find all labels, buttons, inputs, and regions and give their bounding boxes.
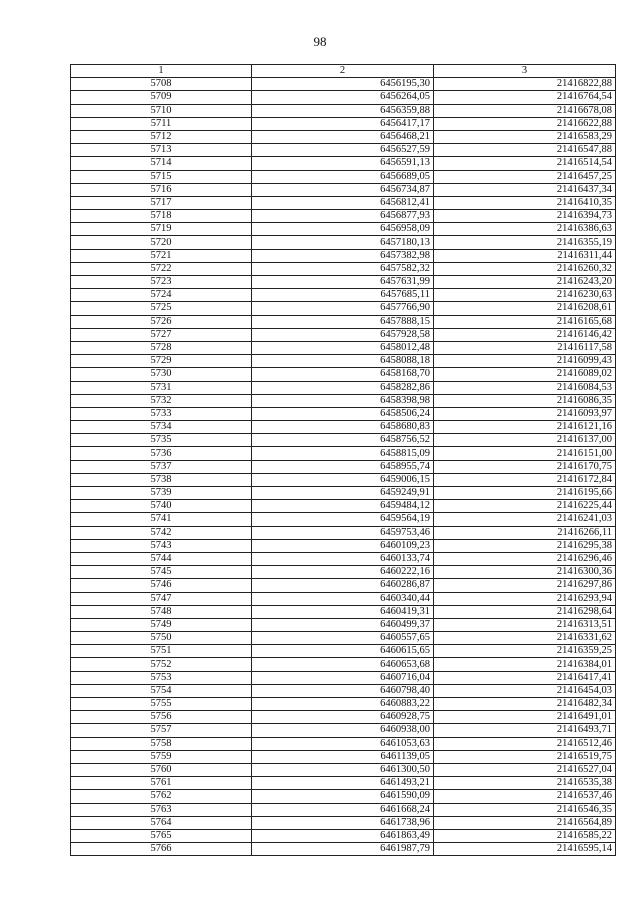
x-coordinate-cell: 6460653,68 bbox=[252, 658, 434, 671]
table-row bbox=[71, 328, 616, 341]
point-number-cell: 5716 bbox=[71, 183, 252, 196]
point-number-cell: 5730 bbox=[71, 368, 252, 381]
x-coordinate-cell: 6456591,13 bbox=[252, 157, 434, 170]
y-coordinate-cell: 21416260,32 bbox=[434, 262, 616, 275]
point-number-cell: 5715 bbox=[71, 170, 252, 183]
y-coordinate-cell: 21416417,41 bbox=[434, 671, 616, 684]
x-coordinate-cell: 6456264,05 bbox=[252, 91, 434, 104]
x-coordinate-cell: 6456195,30 bbox=[252, 78, 434, 91]
y-coordinate-cell: 21416084,53 bbox=[434, 381, 616, 394]
x-coordinate-cell: 6457766,90 bbox=[252, 302, 434, 315]
coordinates-table bbox=[70, 64, 616, 856]
x-coordinate-cell: 6458815,09 bbox=[252, 447, 434, 460]
point-number-cell: 5727 bbox=[71, 328, 252, 341]
y-coordinate-cell: 21416595,14 bbox=[434, 843, 616, 856]
point-number-cell: 5765 bbox=[71, 829, 252, 842]
point-number-cell: 5756 bbox=[71, 711, 252, 724]
y-coordinate-cell: 21416311,44 bbox=[434, 249, 616, 262]
x-coordinate-cell: 6456812,41 bbox=[252, 196, 434, 209]
table-row bbox=[71, 579, 616, 592]
x-coordinate-cell: 6459006,15 bbox=[252, 473, 434, 486]
table-row bbox=[71, 658, 616, 671]
table-row bbox=[71, 381, 616, 394]
table-row bbox=[71, 592, 616, 605]
point-number-cell: 5718 bbox=[71, 210, 252, 223]
y-coordinate-cell: 21416296,46 bbox=[434, 552, 616, 565]
table-row bbox=[71, 724, 616, 737]
point-number-cell: 5754 bbox=[71, 684, 252, 697]
point-number-cell: 5759 bbox=[71, 750, 252, 763]
point-number-cell: 5736 bbox=[71, 447, 252, 460]
point-number-cell: 5708 bbox=[71, 78, 252, 91]
point-number-cell: 5762 bbox=[71, 790, 252, 803]
x-coordinate-cell: 6460798,40 bbox=[252, 684, 434, 697]
x-coordinate-cell: 6458282,86 bbox=[252, 381, 434, 394]
point-number-cell: 5766 bbox=[71, 843, 252, 856]
point-number-cell: 5760 bbox=[71, 763, 252, 776]
x-coordinate-cell: 6456734,87 bbox=[252, 183, 434, 196]
point-number-cell: 5729 bbox=[71, 355, 252, 368]
point-number-cell: 5737 bbox=[71, 460, 252, 473]
y-coordinate-cell: 21416622,88 bbox=[434, 117, 616, 130]
y-coordinate-cell: 21416172,84 bbox=[434, 473, 616, 486]
table-row bbox=[71, 130, 616, 143]
x-coordinate-cell: 6460883,22 bbox=[252, 698, 434, 711]
table-row bbox=[71, 144, 616, 157]
x-coordinate-cell: 6457928,58 bbox=[252, 328, 434, 341]
y-coordinate-cell: 21416359,25 bbox=[434, 645, 616, 658]
table-row bbox=[71, 276, 616, 289]
y-coordinate-cell: 21416117,58 bbox=[434, 341, 616, 354]
table-row bbox=[71, 671, 616, 684]
point-number-cell: 5723 bbox=[71, 276, 252, 289]
x-coordinate-cell: 6461668,24 bbox=[252, 803, 434, 816]
y-coordinate-cell: 21416355,19 bbox=[434, 236, 616, 249]
table-row bbox=[71, 684, 616, 697]
point-number-cell: 5755 bbox=[71, 698, 252, 711]
x-coordinate-cell: 6457685,11 bbox=[252, 289, 434, 302]
x-coordinate-cell: 6459249,91 bbox=[252, 487, 434, 500]
header-cell: 1 bbox=[71, 65, 252, 78]
point-number-cell: 5720 bbox=[71, 236, 252, 249]
table-row bbox=[71, 803, 616, 816]
header-cell: 3 bbox=[434, 65, 616, 78]
point-number-cell: 5752 bbox=[71, 658, 252, 671]
point-number-cell: 5741 bbox=[71, 513, 252, 526]
x-coordinate-cell: 6461590,09 bbox=[252, 790, 434, 803]
y-coordinate-cell: 21416386,63 bbox=[434, 223, 616, 236]
table-row bbox=[71, 236, 616, 249]
table-row bbox=[71, 711, 616, 724]
x-coordinate-cell: 6461738,96 bbox=[252, 816, 434, 829]
table-row bbox=[71, 315, 616, 328]
point-number-cell: 5714 bbox=[71, 157, 252, 170]
table-row bbox=[71, 843, 616, 856]
x-coordinate-cell: 6460938,00 bbox=[252, 724, 434, 737]
y-coordinate-cell: 21416384,01 bbox=[434, 658, 616, 671]
table-row bbox=[71, 618, 616, 631]
y-coordinate-cell: 21416764,54 bbox=[434, 91, 616, 104]
y-coordinate-cell: 21416121,16 bbox=[434, 421, 616, 434]
x-coordinate-cell: 6458088,18 bbox=[252, 355, 434, 368]
x-coordinate-cell: 6460286,87 bbox=[252, 579, 434, 592]
y-coordinate-cell: 21416146,42 bbox=[434, 328, 616, 341]
x-coordinate-cell: 6457888,15 bbox=[252, 315, 434, 328]
point-number-cell: 5749 bbox=[71, 618, 252, 631]
table-row bbox=[71, 566, 616, 579]
point-number-cell: 5758 bbox=[71, 737, 252, 750]
point-number-cell: 5763 bbox=[71, 803, 252, 816]
table-row bbox=[71, 249, 616, 262]
point-number-cell: 5739 bbox=[71, 487, 252, 500]
table-row bbox=[71, 355, 616, 368]
y-coordinate-cell: 21416678,08 bbox=[434, 104, 616, 117]
table-row bbox=[71, 341, 616, 354]
table-row bbox=[71, 829, 616, 842]
y-coordinate-cell: 21416822,88 bbox=[434, 78, 616, 91]
x-coordinate-cell: 6461139,05 bbox=[252, 750, 434, 763]
table-row bbox=[71, 487, 616, 500]
table-row bbox=[71, 210, 616, 223]
point-number-cell: 5726 bbox=[71, 315, 252, 328]
y-coordinate-cell: 21416151,00 bbox=[434, 447, 616, 460]
table-row bbox=[71, 460, 616, 473]
y-coordinate-cell: 21416230,63 bbox=[434, 289, 616, 302]
y-coordinate-cell: 21416394,73 bbox=[434, 210, 616, 223]
x-coordinate-cell: 6456877,93 bbox=[252, 210, 434, 223]
y-coordinate-cell: 21416457,25 bbox=[434, 170, 616, 183]
point-number-cell: 5712 bbox=[71, 130, 252, 143]
y-coordinate-cell: 21416514,54 bbox=[434, 157, 616, 170]
table-row bbox=[71, 368, 616, 381]
table-row bbox=[71, 434, 616, 447]
table-row bbox=[71, 552, 616, 565]
y-coordinate-cell: 21416547,88 bbox=[434, 144, 616, 157]
x-coordinate-cell: 6460109,23 bbox=[252, 539, 434, 552]
point-number-cell: 5725 bbox=[71, 302, 252, 315]
x-coordinate-cell: 6458012,48 bbox=[252, 341, 434, 354]
y-coordinate-cell: 21416491,01 bbox=[434, 711, 616, 724]
point-number-cell: 5722 bbox=[71, 262, 252, 275]
y-coordinate-cell: 21416519,75 bbox=[434, 750, 616, 763]
x-coordinate-cell: 6461053,63 bbox=[252, 737, 434, 750]
point-number-cell: 5747 bbox=[71, 592, 252, 605]
x-coordinate-cell: 6458398,98 bbox=[252, 394, 434, 407]
table-row bbox=[71, 421, 616, 434]
point-number-cell: 5738 bbox=[71, 473, 252, 486]
x-coordinate-cell: 6457631,99 bbox=[252, 276, 434, 289]
x-coordinate-cell: 6458506,24 bbox=[252, 407, 434, 420]
point-number-cell: 5721 bbox=[71, 249, 252, 262]
x-coordinate-cell: 6460222,16 bbox=[252, 566, 434, 579]
y-coordinate-cell: 21416208,61 bbox=[434, 302, 616, 315]
point-number-cell: 5735 bbox=[71, 434, 252, 447]
x-coordinate-cell: 6457180,13 bbox=[252, 236, 434, 249]
y-coordinate-cell: 21416535,38 bbox=[434, 777, 616, 790]
table-row bbox=[71, 500, 616, 513]
table-row bbox=[71, 750, 616, 763]
point-number-cell: 5764 bbox=[71, 816, 252, 829]
point-number-cell: 5709 bbox=[71, 91, 252, 104]
table-row bbox=[71, 816, 616, 829]
point-number-cell: 5710 bbox=[71, 104, 252, 117]
point-number-cell: 5745 bbox=[71, 566, 252, 579]
table-row bbox=[71, 223, 616, 236]
point-number-cell: 5742 bbox=[71, 526, 252, 539]
x-coordinate-cell: 6459564,19 bbox=[252, 513, 434, 526]
y-coordinate-cell: 21416225,44 bbox=[434, 500, 616, 513]
x-coordinate-cell: 6456468,21 bbox=[252, 130, 434, 143]
table-row bbox=[71, 632, 616, 645]
point-number-cell: 5750 bbox=[71, 632, 252, 645]
point-number-cell: 5734 bbox=[71, 421, 252, 434]
y-coordinate-cell: 21416089,02 bbox=[434, 368, 616, 381]
y-coordinate-cell: 21416195,66 bbox=[434, 487, 616, 500]
y-coordinate-cell: 21416585,22 bbox=[434, 829, 616, 842]
x-coordinate-cell: 6460615,65 bbox=[252, 645, 434, 658]
table-row bbox=[71, 645, 616, 658]
point-number-cell: 5713 bbox=[71, 144, 252, 157]
x-coordinate-cell: 6456359,88 bbox=[252, 104, 434, 117]
y-coordinate-cell: 21416564,89 bbox=[434, 816, 616, 829]
point-number-cell: 5728 bbox=[71, 341, 252, 354]
x-coordinate-cell: 6458168,70 bbox=[252, 368, 434, 381]
x-coordinate-cell: 6458680,83 bbox=[252, 421, 434, 434]
y-coordinate-cell: 21416410,35 bbox=[434, 196, 616, 209]
y-coordinate-cell: 21416537,46 bbox=[434, 790, 616, 803]
x-coordinate-cell: 6460419,31 bbox=[252, 605, 434, 618]
y-coordinate-cell: 21416313,51 bbox=[434, 618, 616, 631]
table-row bbox=[71, 157, 616, 170]
table-row bbox=[71, 605, 616, 618]
x-coordinate-cell: 6461863,49 bbox=[252, 829, 434, 842]
y-coordinate-cell: 21416493,71 bbox=[434, 724, 616, 737]
y-coordinate-cell: 21416165,68 bbox=[434, 315, 616, 328]
table-row bbox=[71, 170, 616, 183]
x-coordinate-cell: 6461300,50 bbox=[252, 763, 434, 776]
table-row bbox=[71, 539, 616, 552]
x-coordinate-cell: 6460133,74 bbox=[252, 552, 434, 565]
x-coordinate-cell: 6458756,52 bbox=[252, 434, 434, 447]
y-coordinate-cell: 21416527,04 bbox=[434, 763, 616, 776]
table-row bbox=[71, 526, 616, 539]
x-coordinate-cell: 6459484,12 bbox=[252, 500, 434, 513]
x-coordinate-cell: 6460340,44 bbox=[252, 592, 434, 605]
y-coordinate-cell: 21416099,43 bbox=[434, 355, 616, 368]
x-coordinate-cell: 6457382,98 bbox=[252, 249, 434, 262]
point-number-cell: 5746 bbox=[71, 579, 252, 592]
point-number-cell: 5743 bbox=[71, 539, 252, 552]
point-number-cell: 5744 bbox=[71, 552, 252, 565]
x-coordinate-cell: 6461987,79 bbox=[252, 843, 434, 856]
x-coordinate-cell: 6456689,05 bbox=[252, 170, 434, 183]
header-cell: 2 bbox=[252, 65, 434, 78]
table-row bbox=[71, 302, 616, 315]
point-number-cell: 5731 bbox=[71, 381, 252, 394]
y-coordinate-cell: 21416170,75 bbox=[434, 460, 616, 473]
table-row bbox=[71, 513, 616, 526]
y-coordinate-cell: 21416137,00 bbox=[434, 434, 616, 447]
y-coordinate-cell: 21416243,20 bbox=[434, 276, 616, 289]
point-number-cell: 5717 bbox=[71, 196, 252, 209]
y-coordinate-cell: 21416583,29 bbox=[434, 130, 616, 143]
point-number-cell: 5753 bbox=[71, 671, 252, 684]
y-coordinate-cell: 21416266,11 bbox=[434, 526, 616, 539]
point-number-cell: 5740 bbox=[71, 500, 252, 513]
x-coordinate-cell: 6460499,37 bbox=[252, 618, 434, 631]
x-coordinate-cell: 6459753,46 bbox=[252, 526, 434, 539]
x-coordinate-cell: 6461493,21 bbox=[252, 777, 434, 790]
y-coordinate-cell: 21416241,03 bbox=[434, 513, 616, 526]
point-number-cell: 5757 bbox=[71, 724, 252, 737]
table-row bbox=[71, 117, 616, 130]
y-coordinate-cell: 21416437,34 bbox=[434, 183, 616, 196]
y-coordinate-cell: 21416454,03 bbox=[434, 684, 616, 697]
point-number-cell: 5724 bbox=[71, 289, 252, 302]
point-number-cell: 5748 bbox=[71, 605, 252, 618]
table-row bbox=[71, 473, 616, 486]
y-coordinate-cell: 21416300,36 bbox=[434, 566, 616, 579]
y-coordinate-cell: 21416298,64 bbox=[434, 605, 616, 618]
x-coordinate-cell: 6460557,65 bbox=[252, 632, 434, 645]
x-coordinate-cell: 6460928,75 bbox=[252, 711, 434, 724]
table-row bbox=[71, 91, 616, 104]
table-row bbox=[71, 790, 616, 803]
x-coordinate-cell: 6456958,09 bbox=[252, 223, 434, 236]
y-coordinate-cell: 21416546,35 bbox=[434, 803, 616, 816]
table-row bbox=[71, 196, 616, 209]
y-coordinate-cell: 21416086,35 bbox=[434, 394, 616, 407]
table-row bbox=[71, 262, 616, 275]
x-coordinate-cell: 6460716,04 bbox=[252, 671, 434, 684]
y-coordinate-cell: 21416482,34 bbox=[434, 698, 616, 711]
table-row bbox=[71, 698, 616, 711]
point-number-cell: 5751 bbox=[71, 645, 252, 658]
table-row bbox=[71, 407, 616, 420]
page-number: 98 bbox=[313, 34, 327, 49]
point-number-cell: 5719 bbox=[71, 223, 252, 236]
table-row bbox=[71, 104, 616, 117]
y-coordinate-cell: 21416331,62 bbox=[434, 632, 616, 645]
table-row bbox=[71, 183, 616, 196]
table-row bbox=[71, 447, 616, 460]
table-header-row bbox=[71, 65, 616, 78]
table-row bbox=[71, 777, 616, 790]
y-coordinate-cell: 21416293,94 bbox=[434, 592, 616, 605]
y-coordinate-cell: 21416093,97 bbox=[434, 407, 616, 420]
x-coordinate-cell: 6456417,17 bbox=[252, 117, 434, 130]
y-coordinate-cell: 21416295,38 bbox=[434, 539, 616, 552]
table-row bbox=[71, 289, 616, 302]
x-coordinate-cell: 6456527,59 bbox=[252, 144, 434, 157]
table-row bbox=[71, 78, 616, 91]
y-coordinate-cell: 21416297,86 bbox=[434, 579, 616, 592]
x-coordinate-cell: 6458955,74 bbox=[252, 460, 434, 473]
table-row bbox=[71, 737, 616, 750]
y-coordinate-cell: 21416512,46 bbox=[434, 737, 616, 750]
x-coordinate-cell: 6457582,32 bbox=[252, 262, 434, 275]
point-number-cell: 5733 bbox=[71, 407, 252, 420]
point-number-cell: 5711 bbox=[71, 117, 252, 130]
point-number-cell: 5761 bbox=[71, 777, 252, 790]
table-row bbox=[71, 763, 616, 776]
table-row bbox=[71, 394, 616, 407]
point-number-cell: 5732 bbox=[71, 394, 252, 407]
